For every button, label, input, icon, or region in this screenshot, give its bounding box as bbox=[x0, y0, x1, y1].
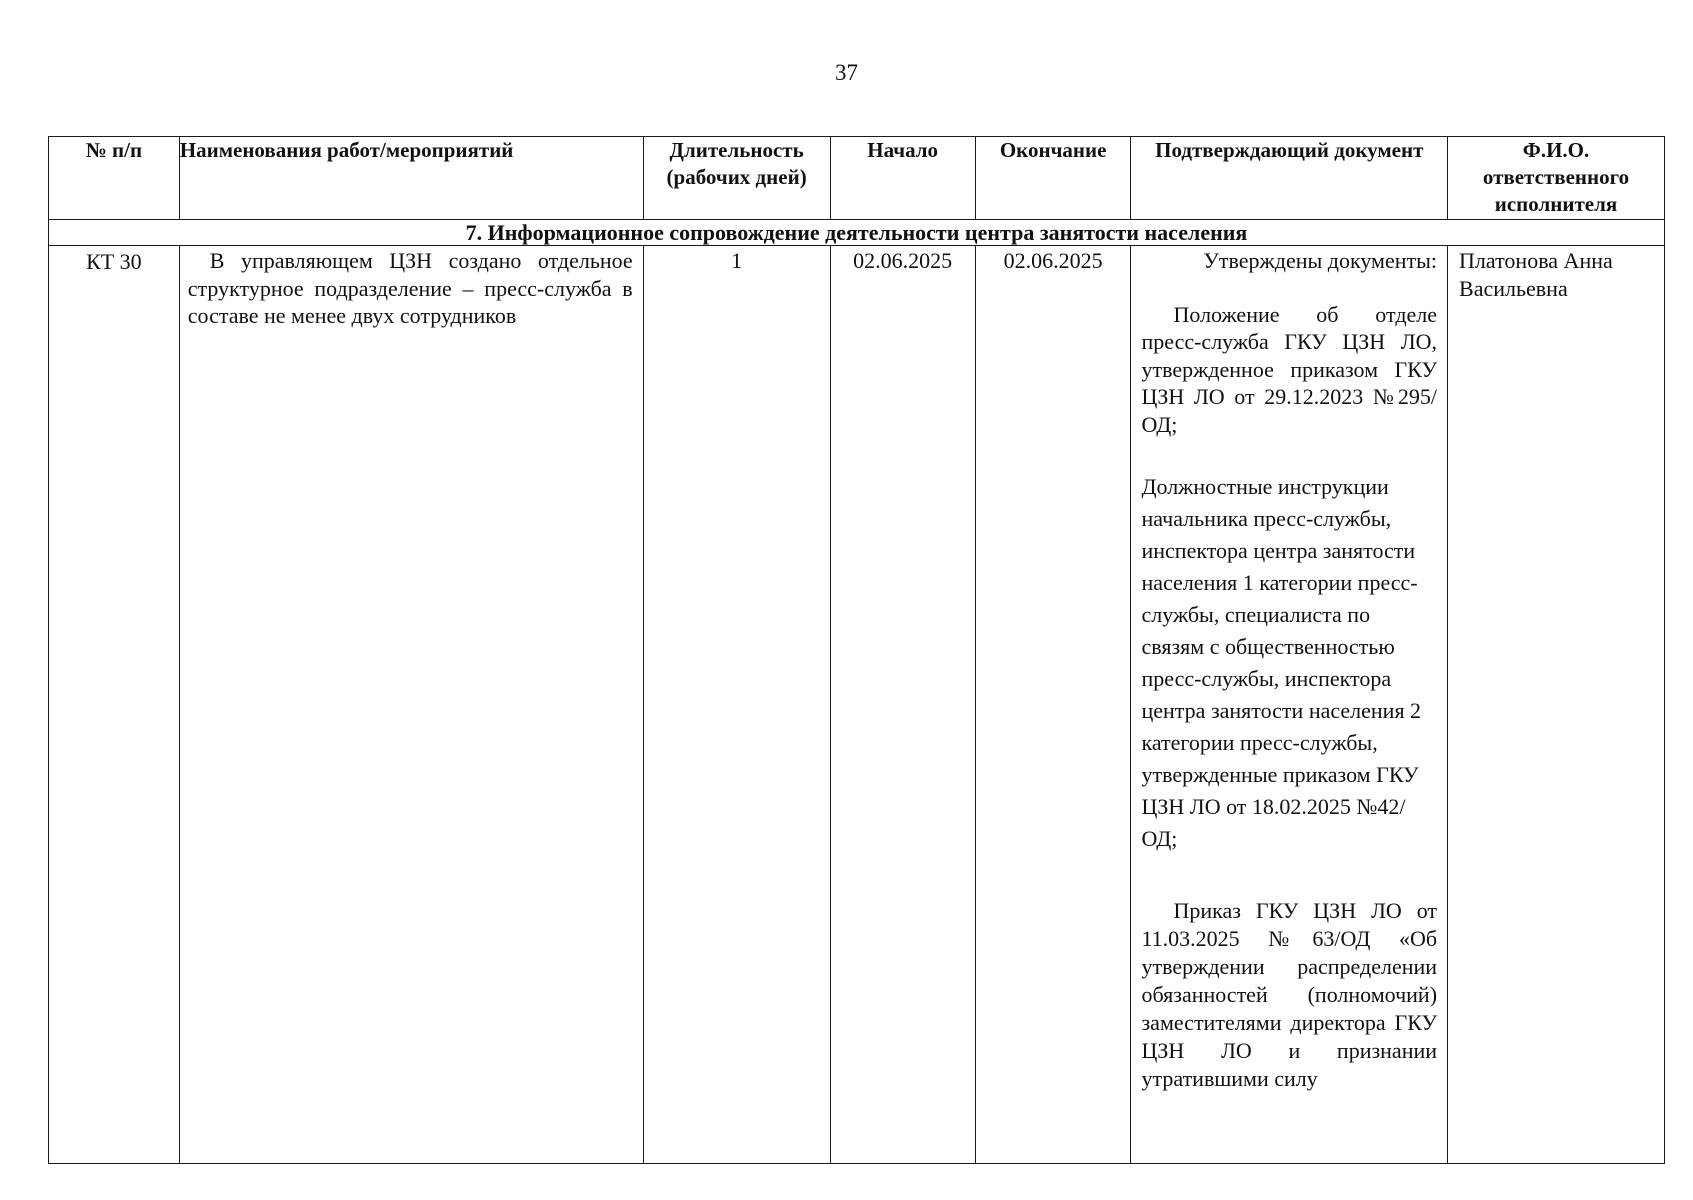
doc-paragraph-3: Приказ ГКУ ЦЗН ЛО от 11.03.2025 №63/ОД «Об утверждении распределении обязанностей (полномочий) заместителями директора ГКУ ЦЗН ЛО и признании утратившими силу bbox=[1141, 898, 1438, 1091]
row-responsible: Платонова Анна Васильевна bbox=[1448, 246, 1665, 1164]
row-duration: 1 bbox=[643, 246, 830, 1164]
doc-paragraph-2: Должностные инструкции начальника пресс-службы, инспектора центра занятости населения 1 категории пресс-службы, специалиста по связям с общественностью пресс-службы, инспектора центра занятости населения 2 категории пресс-службы, утвержденные приказом ГКУ ЦЗН ЛО от 18.02.2025 №42/ОД; bbox=[1141, 474, 1422, 851]
header-name: Наименования работ/мероприятий bbox=[179, 137, 643, 220]
doc-intro: Утверждены документы: bbox=[1203, 248, 1438, 273]
header-duration: Длительность (рабочих дней) bbox=[643, 137, 830, 220]
page-number: 37 bbox=[835, 60, 858, 85]
header-document: Подтверждающий документ bbox=[1131, 137, 1448, 220]
row-end: 02.06.2025 bbox=[975, 246, 1131, 1164]
row-document bbox=[1131, 246, 1448, 1164]
work-plan-table bbox=[48, 136, 1665, 1164]
table-row bbox=[49, 246, 1665, 1164]
section-row bbox=[49, 220, 1665, 246]
doc-paragraph-1: Положение об отделе пресс-служба ГКУ ЦЗН ЛО, утвержденное приказом ГКУ ЦЗН ЛО от 29.12.2023 №295/ОД; bbox=[1141, 301, 1438, 437]
header-row bbox=[49, 137, 1665, 220]
row-name: В управляющем ЦЗН создано отдельное структурное подразделение – пресс-служба в составе не менее двух сотрудников bbox=[179, 246, 643, 1164]
row-num: КТ 30 bbox=[49, 246, 180, 1164]
section-title: 7. Информационное сопровождение деятельности центра занятости населения bbox=[49, 220, 1665, 246]
row-start: 02.06.2025 bbox=[830, 246, 975, 1164]
header-responsible: Ф.И.О. ответственного исполнителя bbox=[1448, 137, 1665, 220]
header-end: Окончание bbox=[975, 137, 1131, 220]
header-num: № п/п bbox=[49, 137, 180, 220]
header-start: Начало bbox=[830, 137, 975, 220]
